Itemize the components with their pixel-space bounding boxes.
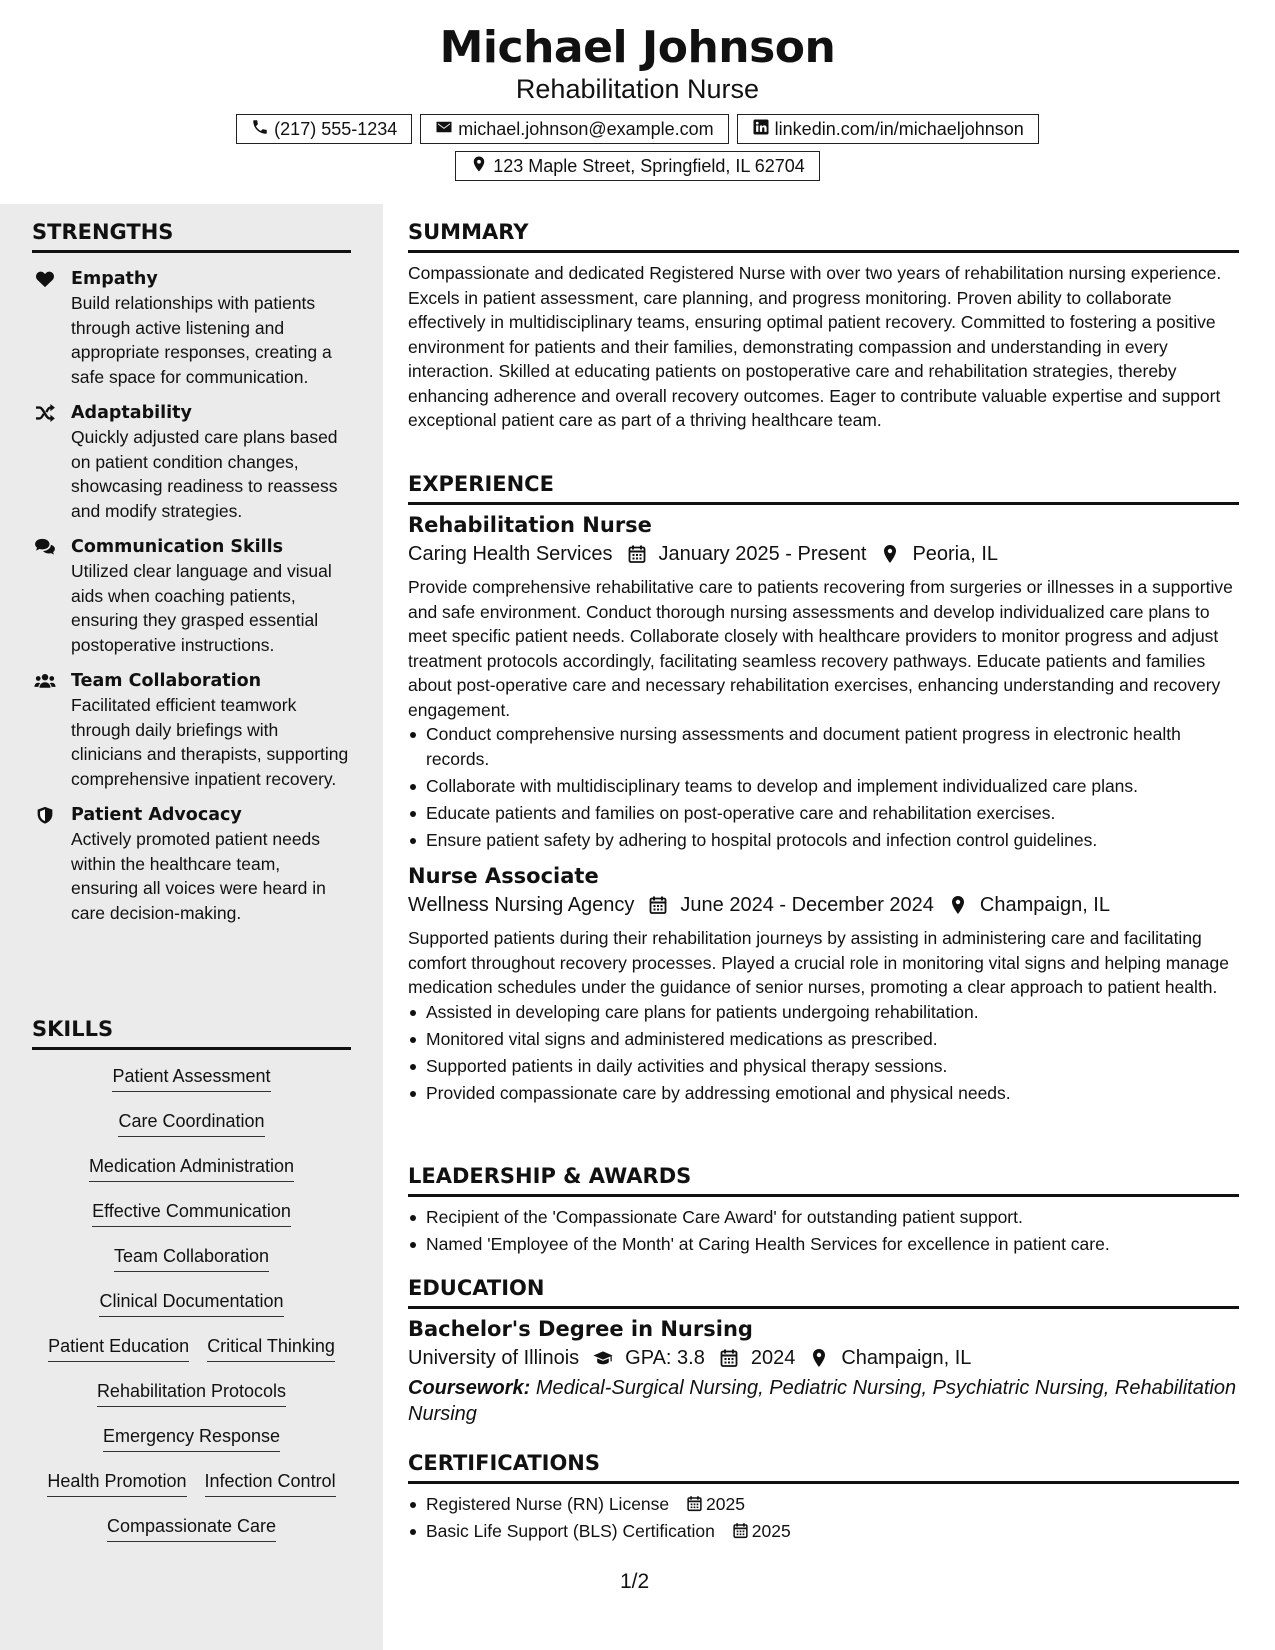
sidebar [0, 204, 383, 1650]
skill-tag: Health Promotion [47, 1469, 186, 1497]
skill-tag: Clinical Documentation [99, 1289, 283, 1317]
list-item: Named 'Employee of the Month' at Caring Health Services for excellence in patient care. [408, 1232, 1239, 1257]
strength-desc: Actively promoted patient needs within the healthcare team, ensuring all voices were heard in care decision-making. [71, 829, 326, 923]
list-item: Monitored vital signs and administered medications as prescribed. [408, 1027, 1239, 1052]
email-chip[interactable] [420, 114, 728, 144]
skills-heading: SKILLS [32, 1017, 351, 1050]
contact-row [0, 114, 1275, 144]
strengths-section [32, 220, 351, 925]
strength-title: Team Collaboration [71, 671, 262, 691]
map-pin-icon [809, 1348, 831, 1368]
strength-item [32, 401, 351, 523]
calendar-icon [648, 895, 670, 915]
list-item: Supported patients in daily activities and physical therapy sessions. [408, 1054, 1239, 1079]
education-section [408, 1276, 1239, 1427]
job-meta [408, 890, 1239, 920]
strength-item [32, 535, 351, 657]
job-description: Provide comprehensive rehabilitative care to patients recovering from surgeries or illnesses in a supportive and safe environment. Conduct thorough nursing assessments and develop individualized care plans to meet specific patient needs. Collaborate closely with healthcare providers to monitor progress and adjust treatment protocols accordingly, facilitating seamless recovery pathways. Educate patients and families about post-operative care and necessary rehabilitation exercises, enhancing understanding and recovery engagement. [408, 577, 1233, 720]
job-title: Rehabilitation Nurse [408, 513, 652, 537]
skill-tag: Effective Communication [92, 1199, 291, 1227]
skill-tag: Rehabilitation Protocols [97, 1379, 286, 1407]
experience-heading: EXPERIENCE [408, 472, 1239, 505]
resume-header [0, 0, 1275, 204]
school-location: Champaign, IL [841, 1347, 972, 1369]
address-text: 123 Maple Street, Springfield, IL 62704 [493, 155, 805, 176]
list-item [408, 1492, 1239, 1517]
strength-title: Empathy [71, 269, 158, 289]
skill-tag: Care Coordination [118, 1109, 264, 1137]
job-meta [408, 539, 1239, 569]
gpa: GPA: 3.8 [625, 1347, 705, 1369]
job-entry [408, 511, 1239, 852]
calendar-icon [686, 1494, 703, 1511]
address-row [0, 151, 1275, 181]
job-bullets [408, 722, 1239, 852]
coursework-list: Medical-Surgical Nursing, Pediatric Nursing, Psychiatric Nursing, Rehabilitation Nursing [408, 1377, 1237, 1425]
calendar-icon [627, 544, 649, 564]
email-text: michael.johnson@example.com [458, 118, 714, 139]
candidate-name: Michael Johnson [439, 22, 836, 73]
skill-tag: Emergency Response [103, 1424, 280, 1452]
list-item: Assisted in developing care plans for patients undergoing rehabilitation. [408, 1000, 1239, 1025]
shuffle-icon [34, 404, 56, 422]
strength-desc: Facilitated efficient teamwork through daily briefings with clinicians and therapists, supporting comprehensive inpatient recovery. [71, 695, 349, 789]
skill-tag: Critical Thinking [207, 1334, 335, 1362]
cert-year: 2025 [751, 1521, 791, 1541]
job-company: Caring Health Services [408, 543, 613, 565]
map-pin-icon [470, 155, 488, 178]
job-location: Peoria, IL [912, 543, 999, 565]
phone-chip[interactable] [236, 114, 412, 144]
skill-tag: Infection Control [205, 1469, 336, 1497]
job-description: Supported patients during their rehabilitation journeys by assisting in administering care and facilitating comfort throughout recovery processes. Played a crucial role in monitoring vital signs and helping manage medication schedules under the guidance of senior nurses, promoting a clear approach to patient health. [408, 928, 1229, 997]
degree-title: Bachelor's Degree in Nursing [408, 1317, 753, 1341]
map-pin-icon [948, 895, 970, 915]
job-dates: June 2024 - December 2024 [680, 894, 934, 916]
list-item: Recipient of the 'Compassionate Care Award' for outstanding patient support. [408, 1205, 1239, 1230]
phone-icon [251, 118, 269, 141]
heart-icon [34, 270, 56, 288]
candidate-role: Rehabilitation Nurse [515, 74, 760, 104]
job-location: Champaign, IL [979, 894, 1110, 916]
strength-item [32, 803, 351, 925]
skill-tag: Medication Administration [89, 1154, 294, 1182]
certifications-section [408, 1451, 1239, 1546]
strength-title: Adaptability [71, 403, 192, 423]
coursework-label: Coursework: [408, 1377, 531, 1399]
strengths-heading: STRENGTHS [32, 220, 351, 253]
job-company: Wellness Nursing Agency [408, 894, 635, 916]
job-bullets [408, 1000, 1239, 1106]
calendar-icon [732, 1521, 749, 1538]
summary-section [408, 220, 1239, 433]
strength-desc: Quickly adjusted care plans based on patient condition changes, showcasing readiness to reassess and modify strategies. [71, 427, 338, 521]
address-chip [455, 151, 820, 181]
skill-tag: Patient Assessment [112, 1064, 270, 1092]
linkedin-icon [752, 118, 770, 141]
strength-title: Patient Advocacy [71, 805, 242, 825]
education-meta [408, 1343, 1239, 1373]
envelope-icon [435, 118, 453, 141]
skill-tag: Patient Education [48, 1334, 189, 1362]
summary-heading: SUMMARY [408, 220, 1239, 253]
skill-tag: Team Collaboration [114, 1244, 269, 1272]
skill-tag: Compassionate Care [107, 1514, 276, 1542]
skills-section [32, 1017, 351, 1559]
cert-name: Registered Nurse (RN) License [426, 1494, 670, 1514]
list-item: Ensure patient safety by adhering to hospital protocols and infection control guidelines. [408, 828, 1239, 853]
job-entry [408, 862, 1239, 1105]
linkedin-text: linkedin.com/in/michaeljohnson [774, 118, 1024, 139]
list-item: Collaborate with multidisciplinary teams to develop and implement individualized care plans. [408, 774, 1239, 799]
coursework [408, 1375, 1239, 1427]
list-item: Educate patients and families on post-operative care and rehabilitation exercises. [408, 801, 1239, 826]
strength-title: Communication Skills [71, 537, 284, 557]
list-item: Conduct comprehensive nursing assessments and document patient progress in electronic health records. [408, 722, 1239, 771]
cert-year: 2025 [706, 1494, 745, 1514]
school-name: University of Illinois [408, 1347, 580, 1369]
users-icon [34, 672, 56, 690]
awards-list [408, 1205, 1239, 1257]
strength-desc: Utilized clear language and visual aids when coaching patients, ensuring they grasped essential postoperative instructions. [71, 561, 332, 655]
list-item [408, 1519, 1239, 1544]
experience-section [408, 472, 1239, 1108]
phone-text: (217) 555-1234 [274, 118, 398, 139]
awards-section [408, 1164, 1239, 1259]
skills-list [32, 1064, 351, 1559]
strength-item [32, 267, 351, 389]
job-dates: January 2025 - Present [658, 543, 867, 565]
shield-icon [34, 806, 56, 824]
graduation-cap-icon [593, 1348, 615, 1368]
strength-desc: Build relationships with patients through active listening and appropriate responses, creating a safe space for communication. [71, 293, 332, 387]
awards-heading: LEADERSHIP & AWARDS [408, 1164, 1239, 1197]
certifications-heading: CERTIFICATIONS [408, 1451, 1239, 1484]
page-number: 1/2 [620, 1570, 650, 1593]
certifications-list [408, 1492, 1239, 1544]
calendar-icon [719, 1348, 741, 1368]
job-title: Nurse Associate [408, 864, 599, 888]
graduation-year: 2024 [750, 1347, 796, 1369]
comments-icon [34, 538, 56, 556]
list-item: Provided compassionate care by addressing emotional and physical needs. [408, 1081, 1239, 1106]
linkedin-chip[interactable] [737, 114, 1039, 144]
map-pin-icon [880, 544, 902, 564]
cert-name: Basic Life Support (BLS) Certification [426, 1521, 715, 1541]
summary-text: Compassionate and dedicated Registered Nurse with over two years of rehabilitation nursing experience. Excels in patient assessment, care planning, and progress monitoring. Proven ability to collaborate effectively in multidisciplinary teams, ensuring optimal patient recovery. Committed to fostering a positive environment for patients and their families, demonstrating compassion and understanding in every interaction. Skilled at educating patients on postoperative care and rehabilitation strategies, thereby enhancing adherence and overall recovery outcomes. Eager to contribute valuable expertise and support exceptional patient care as part of a thriving healthcare team. [408, 263, 1222, 430]
education-heading: EDUCATION [408, 1276, 1239, 1309]
strength-item [32, 669, 351, 791]
